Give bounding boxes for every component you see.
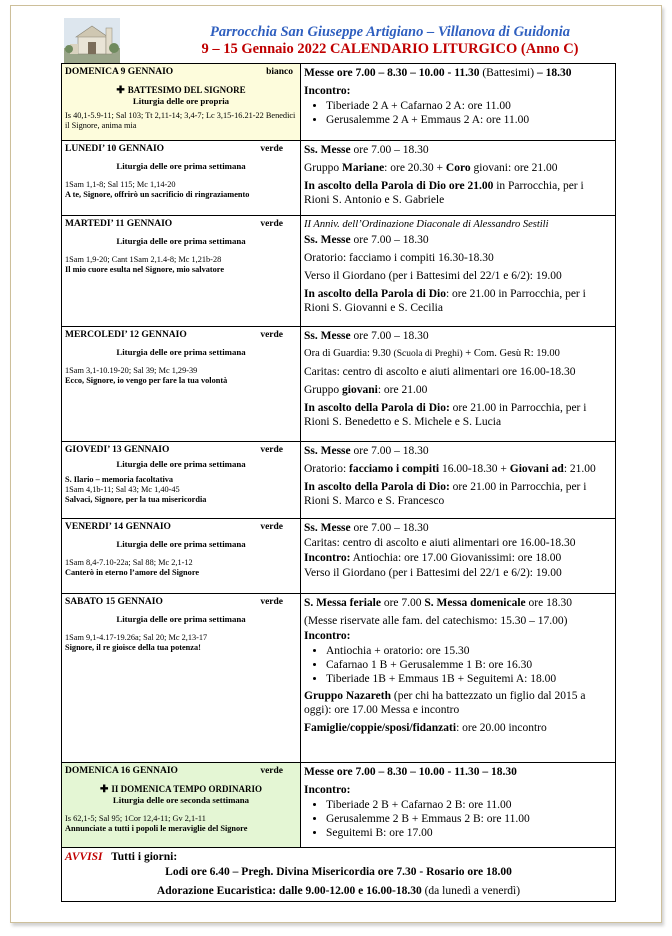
- table-row: [62, 594, 616, 763]
- oratorio-time: 16.00-18.30 +: [439, 463, 510, 475]
- list-item: • Tiberiade 2 B + Cafarnao 2 B: ore 11.00: [326, 798, 612, 812]
- group-label: Gruppo: [304, 384, 343, 396]
- day-cell: [62, 442, 301, 519]
- antiphon: Il mio cuore esulta nel Signore, mio salvatore: [65, 265, 225, 274]
- liturgy-hours: Liturgia delle ore prima settimana: [116, 236, 246, 246]
- bible-listening-detail: in Parrocchia, per i Rioni S. Antonio e S. Gabriele: [304, 180, 584, 206]
- prayer-school: (Scuola di Preghi): [393, 349, 463, 359]
- calendar-table: [61, 63, 616, 902]
- oratorio: Oratorio: facciamo i compiti 16.30-18.30: [304, 252, 494, 264]
- notices-label: AVVISI: [65, 851, 103, 863]
- caritas: Caritas: centro di ascolto e aiuti alimentari ore 16.00-18.30: [304, 366, 576, 378]
- adoration-label: Adorazione Eucaristica: dalle 9.00-12.00 e 16.00-18.30: [156, 885, 422, 897]
- mass-times: ore 7.00 – 18.30: [350, 234, 429, 246]
- liturgical-color: verde: [260, 445, 283, 455]
- liturgical-color: bianco: [266, 67, 293, 77]
- mass-times: ore 7.00 – 18.30: [350, 144, 429, 156]
- events-cell: [301, 519, 616, 594]
- liturgical-color: verde: [260, 219, 283, 229]
- events-cell: [301, 594, 616, 763]
- table-row: [62, 216, 616, 327]
- day-cell: [62, 519, 301, 594]
- day-name: SABATO 15 GENNAIO: [65, 597, 163, 607]
- liturgy-hours: Liturgia delle ore prima settimana: [116, 459, 246, 469]
- day-name: MARTEDI’ 11 GENNAIO: [65, 219, 173, 229]
- mass-label: Ss. Messe: [304, 522, 351, 534]
- day-name: DOMENICA 16 GENNAIO: [65, 766, 178, 776]
- community-time: + Com. Gesù R: 19.00: [462, 348, 560, 359]
- day-cell: [62, 64, 301, 141]
- sunday-mass-label: S. Messa domenicale: [424, 597, 526, 609]
- mass-times: Messe ore 7.00 – 8.30 – 10.00 - 11.30: [304, 67, 480, 79]
- list-item: • Gerusalemme 2 A + Emmaus 2 A: ore 11.00: [326, 113, 612, 127]
- readings: Is 40,1-5.9-11; Sal 103; Tt 2,11-14; 3,4-7; Lc 3,15-16.21-22 Benedici il Signore, anima mia: [65, 111, 296, 130]
- liturgical-color: verde: [260, 144, 283, 154]
- nazareth-group-label: Gruppo Nazareth: [304, 690, 391, 702]
- liturgy-hours: Liturgia delle ore prima settimana: [116, 614, 246, 624]
- meeting-label: Incontro:: [304, 552, 351, 564]
- table-row: [62, 64, 616, 141]
- antiphon: Signore, il re gioisce della tua potenza!: [65, 643, 201, 652]
- list-item: • Cafarnao 1 B + Gerusalemme 1 B: ore 16.30: [326, 658, 612, 672]
- list-item: • Antiochia + oratorio: ore 15.30: [326, 644, 612, 658]
- sunday-mass-time: ore 18.30: [525, 597, 572, 609]
- table-row: [62, 763, 616, 848]
- page-subtitle: 9 – 15 Gennaio 2022 CALENDARIO LITURGICO (Anno C): [201, 41, 579, 57]
- meeting-label: Incontro:: [304, 85, 351, 97]
- antiphon: Salvaci, Signore, per la tua misericordia: [65, 495, 207, 504]
- meeting-label: Incontro:: [304, 784, 351, 796]
- list-item: • Tiberiade 1B + Emmaus 1B + Seguitemi A: 18.00: [326, 672, 612, 686]
- day-cell: [62, 327, 301, 442]
- day-cell: [62, 763, 301, 848]
- mass-times: ore 7.00 – 18.30: [350, 330, 429, 342]
- day-name: DOMENICA 9 GENNAIO: [65, 67, 174, 77]
- antiphon: Ecco, Signore, io vengo per fare la tua volontà: [65, 376, 228, 385]
- bible-listening-detail: : ore 21.00 in Parrocchia, per i Rioni S. Giovanni e S. Cecilia: [304, 288, 586, 314]
- group-time: : ore 20.30 +: [384, 162, 446, 174]
- adoration-days: (da lunedì a venerdì): [421, 885, 521, 897]
- youth-label: Giovani ad: [509, 463, 564, 475]
- bible-listening-label: In ascolto della Parola di Dio ore 21.00: [304, 180, 494, 192]
- mass-times: Messe ore 7.00 – 8.30 – 10.00 - 11.30 – 18.30: [304, 766, 517, 778]
- families-time: : ore 20.00 incontro: [456, 722, 547, 734]
- meeting-label: Incontro:: [304, 630, 351, 642]
- weekday-mass-label: S. Messa feriale: [304, 597, 381, 609]
- bible-listening-label: In ascolto della Parola di Dio: [304, 288, 446, 300]
- mass-label: Ss. Messe: [304, 330, 351, 342]
- readings: 1Sam 3,1-10.19-20; Sal 39; Mc 1,29-39: [65, 366, 198, 375]
- bible-listening-label: In ascolto della Parola di Dio:: [304, 481, 450, 493]
- feast-name: II DOMENICA TEMPO ORDINARIO: [111, 784, 262, 794]
- day-cell: [62, 216, 301, 327]
- notices-row: [62, 848, 616, 902]
- cross-icon: ✚: [100, 784, 109, 795]
- meeting-detail: Antiochia: ore 17.00 Giovanissimi: ore 18.00: [350, 552, 562, 564]
- daily-prayers: Lodi ore 6.40 – Pregh. Divina Misericordia ore 7.30 - Rosario ore 18.00: [165, 866, 512, 878]
- choir-label: Coro: [445, 162, 471, 174]
- mass-times: ore 7.00 – 18.30: [350, 445, 429, 457]
- readings: 1Sam 8,4-7.10-22a; Sal 88; Mc 2,1-12: [65, 558, 193, 567]
- day-cell: [62, 594, 301, 763]
- notices-cell: [62, 848, 616, 902]
- guard-hour: Ora di Guardia: 9.30: [304, 348, 394, 359]
- nazareth-group-detail: (per chi ha battezzato un figlio dal 2015 a oggi): ore 17.00 Messa e incontro: [304, 690, 586, 716]
- youth-time: : 21.00: [563, 463, 596, 475]
- liturgy-hours: Liturgia delle ore propria: [132, 96, 230, 106]
- antiphon: Canterò in eterno l’amore del Signore: [65, 568, 200, 577]
- events-cell: [301, 216, 616, 327]
- list-item: • Seguitemi B: ore 17.00: [326, 826, 612, 840]
- list-item: • Tiberiade 2 A + Cafarnao 2 A: ore 11.00: [326, 99, 612, 113]
- day-name: VENERDI’ 14 GENNAIO: [65, 522, 171, 532]
- readings: 1Sam 4,1b-11; Sal 43; Mc 1,40-45: [65, 485, 180, 494]
- day-name: LUNEDI’ 10 GENNAIO: [65, 144, 165, 154]
- liturgy-hours: Liturgia delle ore prima settimana: [116, 539, 246, 549]
- mass-label: Ss. Messe: [304, 234, 351, 246]
- mass-label: Ss. Messe: [304, 445, 351, 457]
- caritas: Caritas: centro di ascolto e aiuti alimentari ore 16.00-18.30: [304, 537, 576, 549]
- bible-listening-label: In ascolto della Parola di Dio:: [304, 402, 450, 414]
- choir-time: giovani: ore 21.00: [470, 162, 558, 174]
- mass-note: (Battesimi): [479, 67, 537, 79]
- antiphon: Annunciate a tutti i popoli le meraviglie del Signore: [65, 824, 248, 833]
- liturgical-color: verde: [260, 597, 283, 607]
- readings: 1Sam 9,1-4.17-19.26a; Sal 20; Mc 2,13-17: [65, 633, 208, 642]
- homework-label: facciamo i compiti: [349, 463, 440, 475]
- day-cell: [62, 141, 301, 216]
- readings: 1Sam 1,1-8; Sal 115; Mc 1,14-20: [65, 180, 176, 189]
- page-title: Parrocchia San Giuseppe Artigiano – Villanova di Guidonia: [209, 24, 570, 40]
- group-name: Mariane: [342, 162, 385, 174]
- day-name: MERCOLEDI’ 12 GENNAIO: [65, 330, 187, 340]
- day-name: GIOVEDI’ 13 GENNAIO: [65, 445, 170, 455]
- jordan-baptism-prep: Verso il Giordano (per i Battesimi del 22/1 e 6/2): 19.00: [304, 270, 562, 282]
- families-label: Famiglie/coppie/sposi/fidanzati: [304, 722, 457, 734]
- liturgical-color: verde: [260, 766, 283, 776]
- events-cell: [301, 64, 616, 141]
- reserved-masses-note: (Messe riservate alle fam. del catechismo: 15.30 – 17.00): [304, 615, 568, 627]
- cross-icon: ✚: [116, 85, 125, 96]
- church-logo-image: [64, 18, 120, 64]
- liturgy-hours: Liturgia delle ore prima settimana: [116, 347, 246, 357]
- feast-name: BATTESIMO DEL SIGNORE: [127, 85, 246, 95]
- table-row: [62, 442, 616, 519]
- liturgical-color: verde: [260, 522, 283, 532]
- bible-listening-detail: ore 21.00 in Parrocchia, per i Rioni S. Marco e S. Francesco: [304, 481, 587, 507]
- liturgy-hours: Liturgia delle ore seconda settimana: [112, 795, 250, 805]
- liturgical-color: verde: [260, 330, 283, 340]
- readings: Is 62,1-5; Sal 95; 1Cor 12,4-11; Gv 2,1-11: [65, 814, 206, 823]
- jordan-baptism-prep: Verso il Giordano (per i Battesimi del 22/1 e 6/2): 19.00: [304, 567, 562, 579]
- table-row: [62, 141, 616, 216]
- oratorio-label: Oratorio:: [304, 463, 350, 475]
- antiphon: A te, Signore, offrirò un sacrificio di ringraziamento: [65, 190, 250, 199]
- mass-times-end: – 18.30: [536, 67, 572, 79]
- events-cell: [301, 327, 616, 442]
- weekday-mass-time: ore 7.00: [380, 597, 425, 609]
- table-row: [62, 327, 616, 442]
- table-row: [62, 519, 616, 594]
- group-time: : ore 21.00: [377, 384, 428, 396]
- events-cell: [301, 141, 616, 216]
- list-item: • Gerusalemme 2 B + Emmaus 2 B: ore 11.00: [326, 812, 612, 826]
- memoria: S. Ilario – memoria facoltativa: [65, 475, 174, 484]
- group-name: giovani: [342, 384, 378, 396]
- events-cell: [301, 442, 616, 519]
- events-cell: [301, 763, 616, 848]
- mass-label: Ss. Messe: [304, 144, 351, 156]
- readings: 1Sam 1,9-20; Cant 1Sam 2,1.4-8; Mc 1,21b-28: [65, 255, 222, 264]
- every-day-label: Tutti i giorni:: [111, 851, 178, 863]
- anniversary-note: II Anniv. dell’Ordinazione Diaconale di Alessandro Sestili: [304, 219, 549, 230]
- liturgy-hours: Liturgia delle ore prima settimana: [116, 161, 246, 171]
- bible-listening-detail: ore 21.00 in Parrocchia, per i Rioni S. Benedetto e S. Michele e S. Lucia: [304, 402, 587, 428]
- group-label: Gruppo: [304, 162, 343, 174]
- mass-times: ore 7.00 – 18.30: [350, 522, 429, 534]
